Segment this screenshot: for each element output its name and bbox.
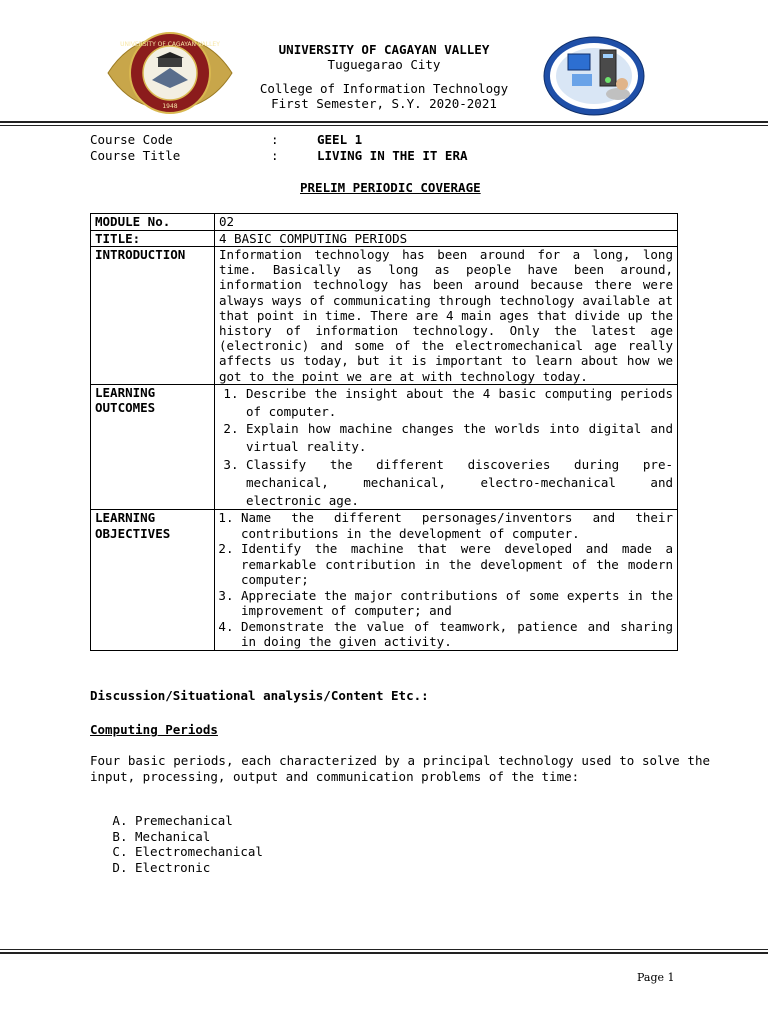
header-rule [0, 121, 768, 123]
coverage-title: PRELIM PERIODIC COVERAGE [300, 180, 481, 195]
objectives-label: LEARNING OBJECTIVES [91, 510, 215, 651]
course-title-colon: : [271, 148, 279, 163]
list-item: D. Electronic [135, 860, 263, 876]
outcomes-list [219, 385, 673, 510]
computing-periods-heading: Computing Periods [90, 722, 218, 737]
list-item: 1. Name the different personages/inventors and their contributions in the development of computer. [241, 510, 673, 541]
course-title-value: LIVING IN THE IT ERA [317, 148, 468, 163]
seal-year: 1948 [162, 103, 178, 110]
list-item: C. Electromechanical [135, 844, 263, 860]
intro-label: INTRODUCTION [91, 247, 215, 385]
module-label: MODULE No. [91, 214, 215, 231]
page-number: Page 1 [637, 971, 675, 984]
document-header [220, 42, 548, 111]
list-item: 4. Demonstrate the value of teamwork, patience and sharing in doing the given activity. [241, 619, 673, 650]
list-item: 2. Identify the machine that were developed and made a remarkable contribution in the development of the modern computer; [241, 541, 673, 588]
module-table [90, 213, 678, 651]
college-it-logo-icon [542, 36, 646, 116]
university-seal-icon [100, 30, 240, 116]
university-name: UNIVERSITY OF CAGAYAN VALLEY [278, 42, 490, 57]
objectives-cell [215, 510, 678, 651]
seal-text: UNIVERSITY OF CAGAYAN VALLEY [120, 41, 220, 48]
title-value: 4 BASIC COMPUTING PERIODS [215, 230, 678, 247]
footer-rule [0, 952, 768, 954]
objectives-list [219, 510, 673, 650]
periods-list [90, 813, 263, 875]
list-item: 2. Explain how machine changes the worlds into digital and virtual reality. [246, 420, 673, 456]
course-title-label: Course Title [90, 148, 181, 163]
table-row [91, 247, 678, 385]
list-item: 3. Classify the different discoveries during pre-mechanical, mechanical, electro-mechanical and electronic age. [246, 456, 673, 509]
city: Tuguegarao City [327, 57, 441, 72]
course-info [90, 132, 468, 164]
footer-rule-thin [0, 949, 768, 950]
table-row [91, 214, 678, 231]
semester: First Semester, S.Y. 2020-2021 [271, 96, 497, 111]
table-row [91, 230, 678, 247]
course-code-value: GEEL 1 [317, 132, 363, 147]
title-label: TITLE: [91, 230, 215, 247]
list-item: B. Mechanical [135, 829, 263, 845]
course-code-label: Course Code [90, 132, 173, 147]
discussion-heading: Discussion/Situational analysis/Content Etc.: [90, 688, 429, 703]
list-item: A. Premechanical [135, 813, 263, 829]
periods-paragraph: Four basic periods, each characterized by a principal technology used to solve the input, processing, output and communication problems of the time: [90, 753, 710, 784]
course-code-colon: : [271, 132, 279, 147]
module-value: 02 [215, 214, 678, 231]
header-rule-thin [0, 125, 768, 126]
outcomes-label: LEARNING OUTCOMES [91, 384, 215, 510]
table-row [91, 384, 678, 510]
college-name: College of Information Technology [259, 81, 509, 96]
list-item: 1. Describe the insight about the 4 basic computing periods of computer. [246, 385, 673, 421]
intro-text: Information technology has been around for a long, long time. Basically as long as people have been around, information technology has been around because there were always ways of communicating through technology available at that point in time. There are 4 main ages that divide up the history of information technology. Only the latest age (electronic) and some of the electromechanical age really affects us today, but it is important to learn about how we got to the point we are at with technology today. [215, 247, 678, 385]
list-item: 3. Appreciate the major contributions of some experts in the improvement of computer; and [241, 588, 673, 619]
outcomes-cell [215, 384, 678, 510]
table-row [91, 510, 678, 651]
